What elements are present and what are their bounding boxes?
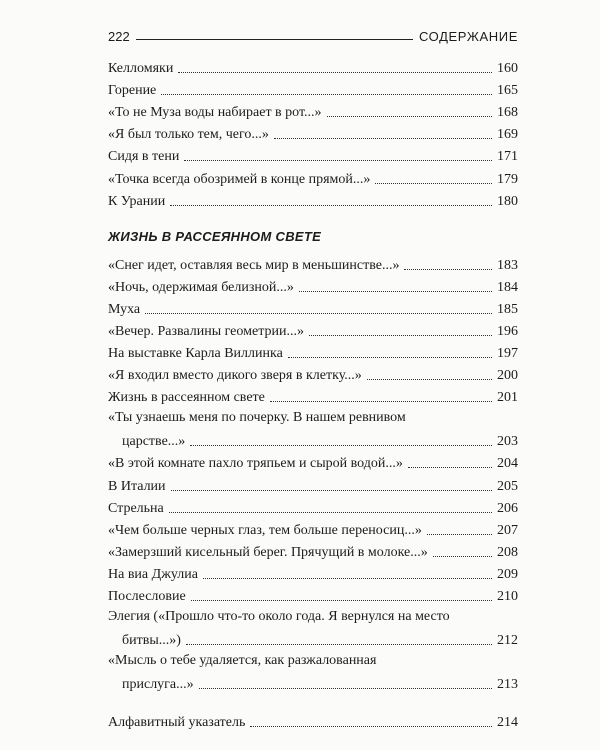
leader-dots bbox=[184, 160, 492, 161]
toc-entry bbox=[108, 518, 518, 540]
toc-entry-page: 179 bbox=[497, 171, 518, 187]
toc-entry-title: «Точка всегда обозримей в конце прямой...» bbox=[108, 171, 371, 187]
toc-entry-page: 210 bbox=[497, 588, 518, 604]
toc-entry bbox=[108, 363, 518, 385]
page-number: 222 bbox=[108, 29, 130, 44]
leader-dots bbox=[191, 600, 492, 601]
toc-entry-title: На виа Джулиа bbox=[108, 566, 198, 582]
toc-entry-title: Алфавитный указатель bbox=[108, 715, 246, 731]
toc-entry-title: Послесловие bbox=[108, 588, 186, 604]
toc-entry-page: 169 bbox=[497, 127, 518, 143]
toc-entry-page: 185 bbox=[497, 301, 518, 317]
toc-entry-title: К Урании bbox=[108, 193, 166, 209]
leader-dots bbox=[309, 335, 492, 336]
toc-entry-page: 204 bbox=[497, 456, 518, 472]
leader-dots bbox=[270, 401, 492, 402]
toc-entry bbox=[108, 341, 518, 363]
toc-entry bbox=[108, 189, 518, 211]
toc-entry-page: 171 bbox=[497, 149, 518, 165]
toc-entry-title-line2: царстве...» bbox=[122, 434, 186, 450]
leader-dots bbox=[190, 445, 492, 446]
toc-entry-title: «Вечер. Развалины геометрии...» bbox=[108, 324, 304, 340]
leader-dots bbox=[433, 556, 492, 557]
toc-entry bbox=[108, 496, 518, 518]
leader-dots bbox=[186, 644, 492, 645]
leader-dots bbox=[427, 534, 492, 535]
toc-entry-page: 183 bbox=[497, 257, 518, 273]
toc-entry-title-line1: «Мысль о тебе удаляется, как разжалованная bbox=[108, 652, 377, 668]
leader-dots bbox=[367, 379, 492, 380]
toc-entry-title: «То не Муза воды набирает в рот...» bbox=[108, 105, 322, 121]
toc-entry-title-line2: прислуга...» bbox=[122, 676, 194, 692]
toc-entry-title: «Я был только тем, чего...» bbox=[108, 127, 269, 143]
toc-entry-page: 201 bbox=[497, 390, 518, 406]
table-of-contents bbox=[108, 56, 518, 732]
toc-entry-title: «Снег идет, оставляя весь мир в меньшинстве...» bbox=[108, 257, 400, 273]
toc-entry-page: 160 bbox=[497, 61, 518, 77]
toc-entry-page: 205 bbox=[497, 478, 518, 494]
toc-entry-title: Стрельна bbox=[108, 500, 164, 516]
toc-entry-page: 208 bbox=[497, 544, 518, 560]
toc-entry-multiline bbox=[108, 407, 518, 451]
toc-entry-multiline bbox=[108, 650, 518, 694]
toc-entry bbox=[108, 56, 518, 78]
toc-entry-page: 207 bbox=[497, 522, 518, 538]
toc-entry-continuation bbox=[108, 429, 518, 451]
toc-entry-title-line1: «Ты узнаешь меня по почерку. В нашем ревнивом bbox=[108, 410, 406, 426]
leader-dots bbox=[145, 313, 492, 314]
toc-entry-page: 197 bbox=[497, 346, 518, 362]
toc-entry-title: «Замерзший кисельный берег. Прячущий в молоке...» bbox=[108, 544, 428, 560]
toc-entry bbox=[108, 122, 518, 144]
leader-dots bbox=[274, 138, 492, 139]
toc-entry-title-line1: Элегия («Прошло что-то около года. Я вернулся на место bbox=[108, 608, 450, 624]
leader-dots bbox=[375, 183, 492, 184]
leader-dots bbox=[171, 490, 492, 491]
toc-entry bbox=[108, 473, 518, 495]
toc-entry-page: 209 bbox=[497, 566, 518, 582]
toc-entry-continuation bbox=[108, 672, 518, 694]
leader-dots bbox=[161, 94, 492, 95]
leader-dots bbox=[408, 467, 492, 468]
toc-entry bbox=[108, 253, 518, 275]
toc-entry bbox=[108, 100, 518, 122]
toc-entry-title: «В этой комнате пахло тряпьем и сырой водой...» bbox=[108, 456, 403, 472]
toc-entry bbox=[108, 451, 518, 473]
leader-dots bbox=[203, 578, 492, 579]
toc-entry bbox=[108, 297, 518, 319]
toc-entry-title: «Чем больше черных глаз, тем больше переносиц...» bbox=[108, 522, 422, 538]
toc-entry-title: Муха bbox=[108, 301, 141, 317]
toc-entry bbox=[108, 540, 518, 562]
toc-entry-title: На выставке Карла Виллинка bbox=[108, 346, 283, 362]
toc-entry-index bbox=[108, 710, 518, 732]
toc-entry-title: В Италии bbox=[108, 478, 166, 494]
toc-entry-title: Жизнь в рассеянном свете bbox=[108, 390, 265, 406]
running-head bbox=[108, 22, 518, 44]
toc-entry-title: Сидя в тени bbox=[108, 149, 180, 165]
toc-entry-page: 203 bbox=[497, 434, 518, 450]
toc-entry-multiline bbox=[108, 606, 518, 650]
toc-entry-title: «Я входил вместо дикого зверя в клетку...» bbox=[108, 368, 362, 384]
toc-entry-page: 212 bbox=[497, 632, 518, 648]
toc-entry-title: Келломяки bbox=[108, 61, 174, 77]
section-heading: ЖИЗНЬ В РАССЕЯННОМ СВЕТЕ bbox=[108, 228, 322, 244]
toc-entry bbox=[108, 385, 518, 407]
toc-entry-page: 196 bbox=[497, 324, 518, 340]
toc-entry bbox=[108, 166, 518, 188]
toc-entry bbox=[108, 275, 518, 297]
leader-dots bbox=[169, 512, 492, 513]
toc-entry-title: Горение bbox=[108, 83, 157, 99]
spacer bbox=[108, 694, 518, 710]
leader-dots bbox=[170, 205, 492, 206]
leader-dots bbox=[178, 72, 492, 73]
header-rule bbox=[136, 39, 413, 40]
toc-entry-page: 184 bbox=[497, 279, 518, 295]
toc-entry-page: 165 bbox=[497, 83, 518, 99]
leader-dots bbox=[404, 269, 492, 270]
toc-entry-title-line2: битвы...») bbox=[122, 632, 181, 648]
toc-entry-title: «Ночь, одержимая белизной...» bbox=[108, 279, 294, 295]
toc-entry-page: 200 bbox=[497, 368, 518, 384]
toc-entry bbox=[108, 562, 518, 584]
toc-entry bbox=[108, 144, 518, 166]
toc-entry-page: 168 bbox=[497, 105, 518, 121]
toc-entry-page: 206 bbox=[497, 500, 518, 516]
leader-dots bbox=[288, 357, 492, 358]
toc-entry bbox=[108, 319, 518, 341]
leader-dots bbox=[250, 726, 492, 727]
toc-entry bbox=[108, 78, 518, 100]
toc-entry-page: 180 bbox=[497, 193, 518, 209]
running-head-title: СОДЕРЖАНИЕ bbox=[418, 29, 518, 44]
leader-dots bbox=[199, 688, 492, 689]
toc-entry-page: 213 bbox=[497, 676, 518, 692]
toc-entry-page: 214 bbox=[497, 715, 518, 731]
leader-dots bbox=[299, 291, 492, 292]
toc-entry-continuation bbox=[108, 628, 518, 650]
toc-entry bbox=[108, 584, 518, 606]
leader-dots bbox=[327, 116, 492, 117]
